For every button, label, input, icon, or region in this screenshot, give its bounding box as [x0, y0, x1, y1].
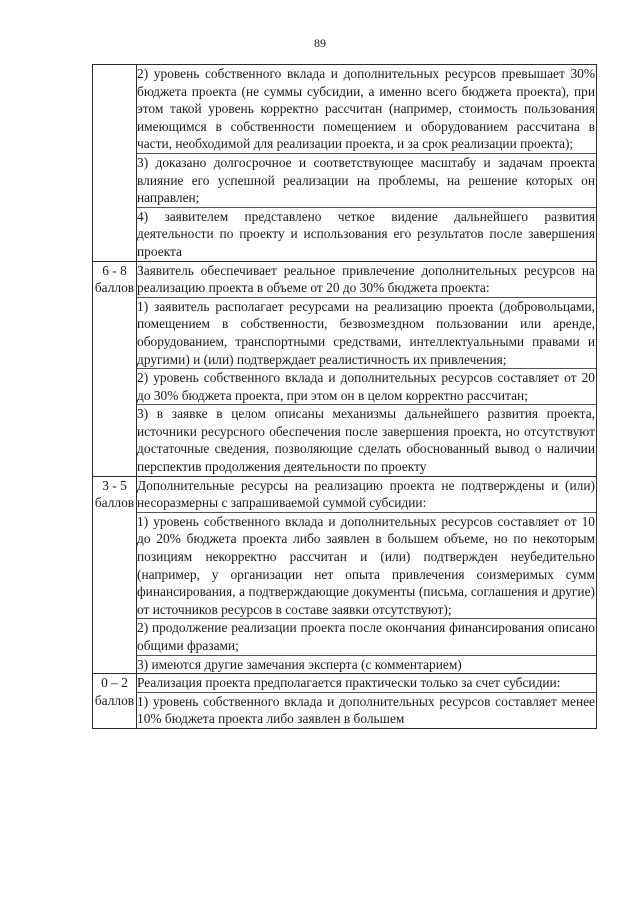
criterion-paragraph: Реализация проекта предполагается практически только за счет субсидии: [137, 674, 596, 693]
score-label: баллов [94, 692, 135, 708]
criterion-description-cell [137, 476, 597, 674]
criterion-paragraph: 1) уровень собственного вклада и дополнительных ресурсов составляет от 10 до 20% бюджета проекта либо заявлен в большем объеме, но по некоторым позициям некорректно рассчитан и (или) подтвержден неубедительно (например, у организации нет опыта привлечения соизмеримых сумм финансирования, а подтверждающие документы (письма, соглашения и другие) от источников ресурсов в составе заявки отсутствуют); [137, 513, 596, 620]
criterion-paragraph: Заявитель обеспечивает реальное привлечение дополнительных ресурсов на реализацию проекта в объеме от 20 до 30% бюджета проекта: [137, 262, 596, 298]
score-cell [93, 261, 137, 476]
criteria-row [93, 476, 597, 674]
criterion-paragraph: 2) уровень собственного вклада и дополнительных ресурсов превышает 30% бюджета проекта (не суммы субсидии, а именно всего бюджета проекта), при этом такой уровень корректно рассчитан (например, стоимость пользования имеющимся в собственности помещением и оборудованием рассчитана в части, необходимой для реализации проекта, и за срок реализации проекта); [137, 65, 596, 154]
score-label: баллов [94, 495, 135, 511]
criterion-paragraph: 3) имеются другие замечания эксперта (с комментарием) [137, 656, 462, 672]
score-label: баллов [94, 280, 135, 296]
criterion-paragraph: 1) заявитель располагает ресурсами на реализацию проекта (добровольцами, помещением в собственности, безвозмездном пользовании или аренде, оборудованием, транспортными средствами, интеллектуальными правами и другими) и (или) подтверждает реалистичность их привлечения; [137, 298, 596, 369]
criterion-paragraph: 3) доказано долгосрочное и соответствующее масштабу и задачам проекта влияние его успешной реализации на проблемы, на решение которых он направлен; [137, 154, 596, 208]
criterion-paragraph: 2) продолжение реализации проекта после окончания финансирования описано общими фразами; [137, 619, 596, 655]
score-cell [93, 65, 137, 262]
score-label: 6 - 8 [102, 262, 127, 278]
criteria-row [93, 261, 597, 476]
criterion-paragraph: 4) заявителем представлено четкое видение дальнейшего развития деятельности по проекту и использования его результатов после завершения проекта [137, 208, 595, 259]
criteria-row [93, 674, 597, 729]
criterion-paragraph: 3) в заявке в целом описаны механизмы дальнейшего развития проекта, источники ресурсного обеспечения после завершения проекта, но отсутствуют достаточные сведения, позволяющие сделать обоснованный вывод о наличии перспектив продолжения деятельности по проекту [137, 406, 595, 475]
score-cell [93, 476, 137, 674]
criteria-row [93, 65, 597, 262]
score-cell [93, 674, 137, 729]
criteria-table-body [93, 65, 597, 729]
criterion-paragraph: 1) уровень собственного вклада и дополнительных ресурсов составляет менее 10% бюджета проекта либо заявлен в большем [137, 693, 595, 727]
page-number: 89 [314, 36, 326, 50]
criterion-description-cell [137, 261, 597, 476]
criterion-description-cell [137, 674, 597, 729]
criterion-paragraph: Дополнительные ресурсы на реализацию проекта не подтверждены и (или) несоразмерны с запрашиваемой суммой субсидии: [137, 477, 596, 513]
criterion-paragraph: 2) уровень собственного вклада и дополнительных ресурсов составляет от 20 до 30% бюджета проекта, при этом он в целом корректно рассчитан; [137, 369, 596, 405]
criteria-table [92, 64, 597, 729]
score-label: 3 - 5 [102, 477, 127, 493]
criterion-description-cell [137, 65, 597, 262]
score-label: 0 – 2 [101, 675, 128, 691]
